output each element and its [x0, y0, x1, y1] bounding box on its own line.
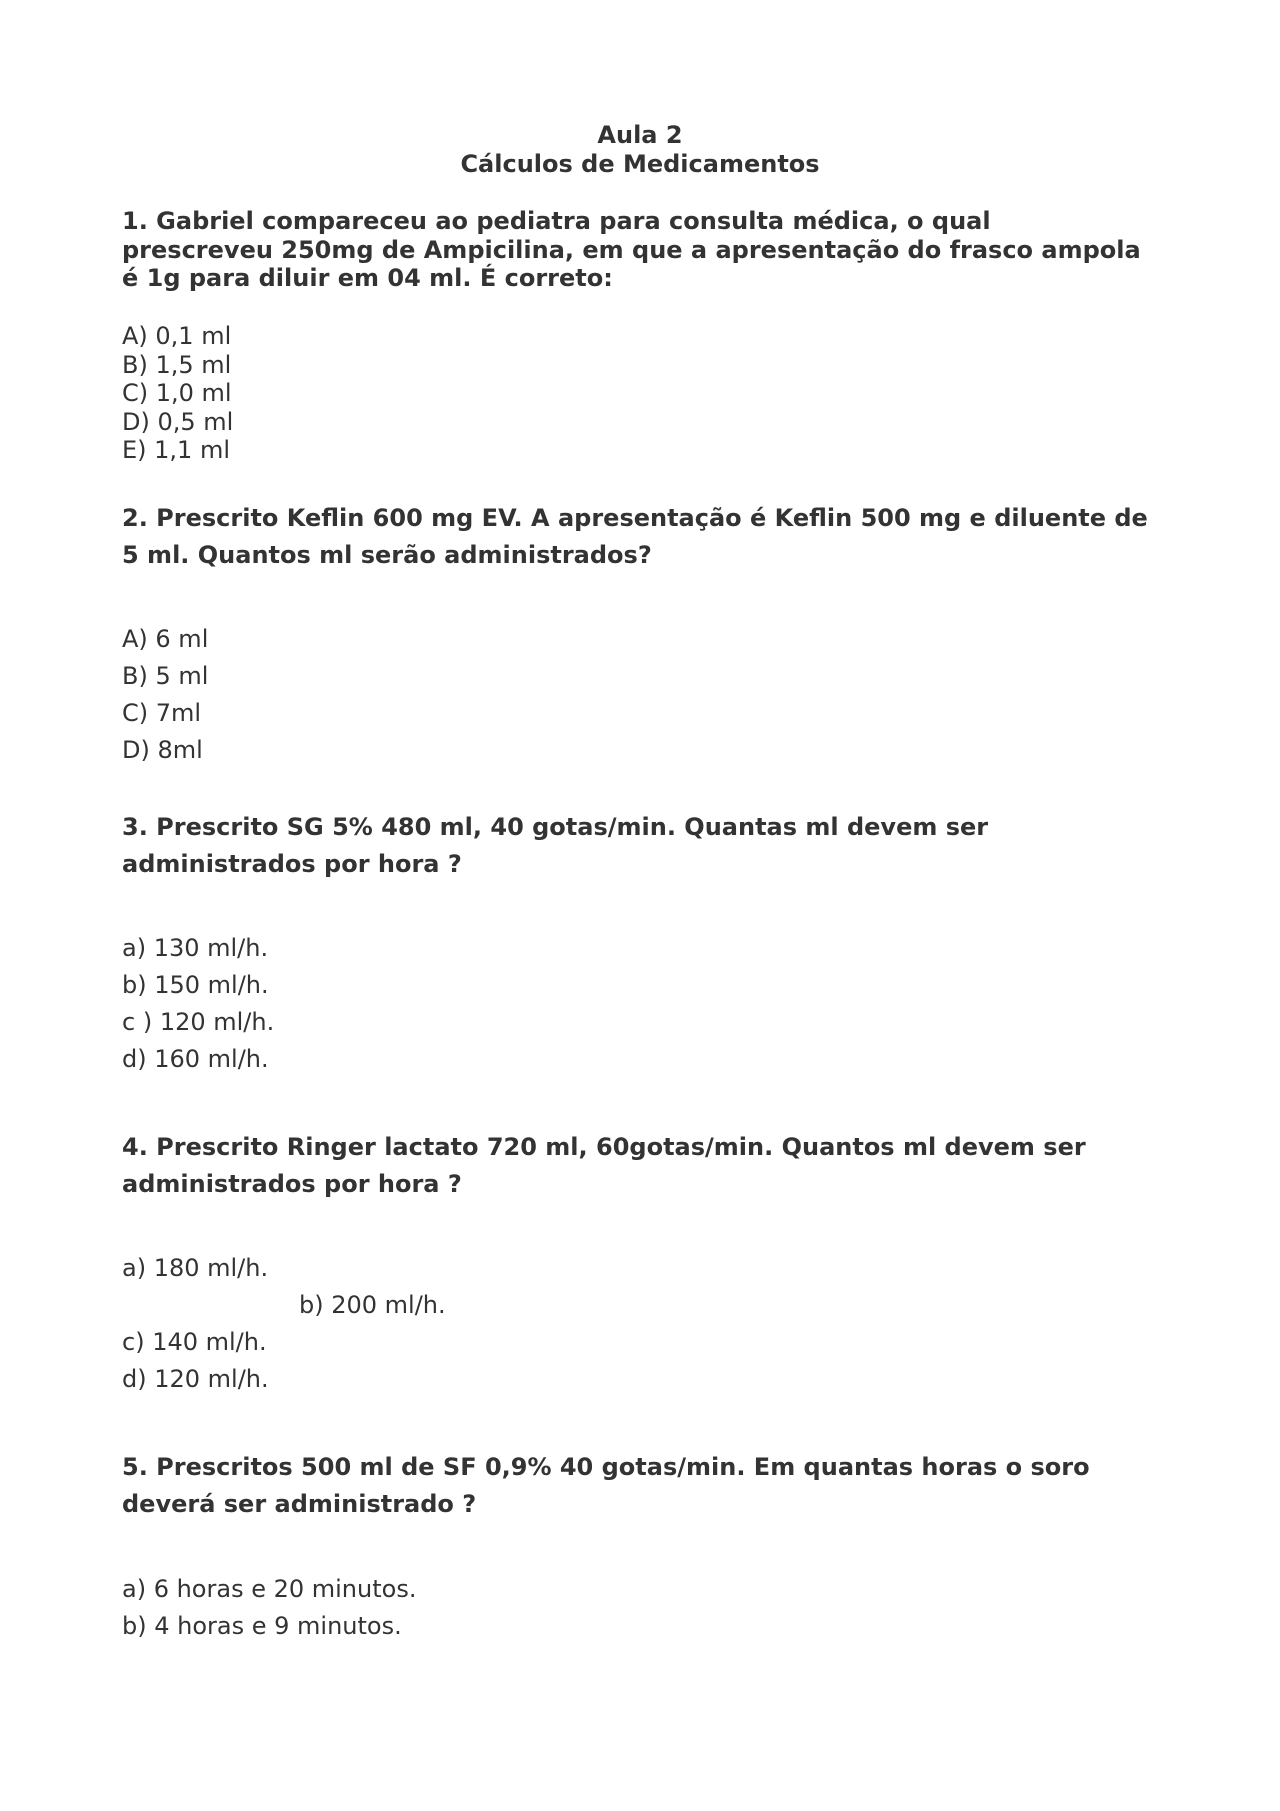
question-5 [122, 1449, 1090, 1523]
question-2-option-d: D) 8ml [122, 736, 203, 764]
question-1-option-b: B) 1,5 ml [122, 350, 232, 379]
question-1-option-e: E) 1,1 ml [122, 436, 230, 464]
question-1-line-3: é 1g para diluir em 04 ml. É correto: [122, 264, 613, 292]
question-5-option-a: a) 6 horas e 20 minutos. [122, 1575, 417, 1603]
question-4-line-2: administrados por hora ? [122, 1170, 462, 1198]
question-3 [122, 809, 988, 883]
question-5-line-2: deverá ser administrado ? [122, 1490, 477, 1518]
question-1 [122, 207, 1141, 293]
question-1-option-c: C) 1,0 ml [122, 379, 232, 407]
question-4 [122, 1129, 1086, 1203]
question-5-line-1: 5. Prescritos 500 ml de SF 0,9% 40 gotas/min. Em quantas horas o soro [122, 1453, 1090, 1481]
question-1-line-1: 1. Gabriel compareceu ao pediatra para consulta médica, o qual [122, 207, 991, 235]
question-1-option-d: D) 0,5 ml [122, 407, 234, 436]
document-subtitle: Cálculos de Medicamentos [460, 150, 820, 178]
question-4-option-a: a) 180 ml/h. [122, 1254, 269, 1282]
question-3-line-1: 3. Prescrito SG 5% 480 ml, 40 gotas/min. Quantas ml devem ser [122, 813, 989, 841]
question-3-option-b: b) 150 ml/h. [122, 971, 269, 999]
document-title: Aula 2 [597, 121, 683, 149]
question-1-option-a: A) 0,1 ml [122, 322, 232, 350]
question-2-line-2: 5 ml. Quantos ml serão administrados? [122, 541, 652, 569]
question-3-option-d: d) 160 ml/h. [122, 1045, 269, 1073]
question-3-option-a: a) 130 ml/h. [122, 934, 269, 962]
question-4-option-d: d) 120 ml/h. [122, 1365, 269, 1393]
question-4-option-b: b) 200 ml/h. [299, 1291, 446, 1319]
question-1-line-2: prescreveu 250mg de Ampicilina, em que a apresentação do frasco ampola [122, 235, 1141, 264]
question-2-option-a: A) 6 ml [122, 625, 209, 653]
question-4-line-1: 4. Prescrito Ringer lactato 720 ml, 60gotas/min. Quantos ml devem ser [122, 1133, 1086, 1161]
question-2-line-1: 2. Prescrito Keflin 600 mg EV. A apresentação é Keflin 500 mg e diluente de [122, 504, 1148, 532]
question-3-option-c: c ) 120 ml/h. [122, 1008, 275, 1036]
question-2-option-c: C) 7ml [122, 699, 202, 727]
question-3-line-2: administrados por hora ? [122, 850, 462, 878]
question-5-option-b: b) 4 horas e 9 minutos. [122, 1612, 402, 1640]
question-2 [122, 500, 1148, 574]
question-4-option-c: c) 140 ml/h. [122, 1328, 267, 1356]
question-2-option-b: B) 5 ml [122, 662, 209, 690]
